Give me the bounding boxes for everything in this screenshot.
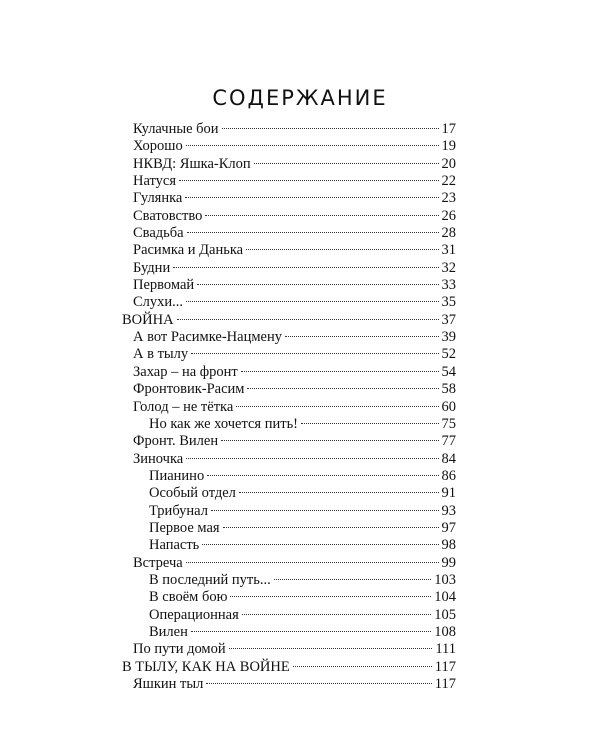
toc-leader-dots xyxy=(285,336,439,337)
toc-entry xyxy=(149,468,456,485)
toc-entry xyxy=(149,520,456,537)
toc-entry xyxy=(133,433,456,450)
toc-leader-dots xyxy=(197,284,438,285)
toc-entry-page: 75 xyxy=(441,415,456,432)
toc-entry-title: Операционная xyxy=(149,606,239,623)
toc-entry-page: 17 xyxy=(441,121,456,137)
toc-entry-page: 117 xyxy=(434,676,456,692)
toc-entry xyxy=(149,416,456,433)
toc-entry-page: 117 xyxy=(434,658,456,675)
toc-entry xyxy=(133,138,456,155)
toc-entry-title: Особый отдел xyxy=(149,485,236,502)
toc-leader-dots xyxy=(229,648,433,649)
toc-leader-dots xyxy=(205,215,438,216)
toc-entry-title: Трибунал xyxy=(149,502,208,519)
toc-entry xyxy=(122,659,456,676)
toc-entry xyxy=(133,277,456,294)
table-of-contents xyxy=(0,121,600,693)
toc-leader-dots xyxy=(186,562,439,563)
toc-entry-page: 77 xyxy=(441,433,456,450)
toc-leader-dots xyxy=(202,544,438,545)
toc-entry-title: В своём бою xyxy=(149,589,228,606)
toc-leader-dots xyxy=(185,197,438,198)
toc-entry-page: 58 xyxy=(441,381,456,398)
toc-entry xyxy=(133,225,456,242)
toc-entry xyxy=(133,381,456,398)
toc-leader-dots xyxy=(186,145,439,146)
toc-leader-dots xyxy=(179,180,438,181)
toc-entry-title: Яшкин тыл xyxy=(133,676,204,692)
toc-entry xyxy=(133,156,456,173)
toc-entry-title: ВОЙНА xyxy=(122,311,174,328)
toc-entry-page: 103 xyxy=(434,571,456,588)
toc-leader-dots xyxy=(301,423,438,424)
toc-entry-title: А вот Расимке-Нацмену xyxy=(133,329,282,346)
toc-entry-page: 33 xyxy=(441,277,456,294)
toc-entry-page: 35 xyxy=(441,294,456,311)
toc-leader-dots xyxy=(186,301,438,302)
toc-leader-dots xyxy=(293,666,432,667)
toc-entry xyxy=(133,294,456,311)
toc-entry xyxy=(133,242,456,259)
toc-entry-page: 32 xyxy=(441,259,456,276)
toc-entry xyxy=(149,485,456,502)
toc-leader-dots xyxy=(186,458,438,459)
toc-entry-page: 111 xyxy=(435,641,456,658)
toc-entry-page: 19 xyxy=(441,138,456,155)
toc-entry-page: 52 xyxy=(441,346,456,363)
toc-entry-title: Зиночка xyxy=(133,450,184,467)
toc-leader-dots xyxy=(236,406,438,407)
toc-entry-page: 31 xyxy=(441,242,456,259)
toc-leader-dots xyxy=(173,267,438,268)
page-title: СОДЕРЖАНИЕ xyxy=(212,86,388,110)
toc-entry-title: Пианино xyxy=(149,467,205,484)
toc-entry-page: 39 xyxy=(441,329,456,346)
toc-entry-title: Будни xyxy=(133,259,171,276)
toc-entry-title: Но как же хочется пить! xyxy=(149,415,299,432)
toc-entry-page: 91 xyxy=(441,485,456,502)
toc-entry-title: Вилен xyxy=(149,623,188,640)
toc-entry-page: 98 xyxy=(441,537,456,554)
toc-leader-dots xyxy=(242,614,432,615)
toc-entry-page: 54 xyxy=(441,363,456,380)
toc-entry-title: Первое мая xyxy=(149,519,220,536)
toc-entry-title: НКВД: Яшка-Клоп xyxy=(133,155,251,172)
toc-entry-page: 97 xyxy=(441,519,456,536)
toc-entry xyxy=(149,607,456,624)
toc-entry-page: 99 xyxy=(441,554,456,571)
toc-entry-title: Встреча xyxy=(133,554,183,571)
toc-entry-page: 22 xyxy=(441,173,456,190)
toc-entry xyxy=(133,208,456,225)
toc-entry-page: 105 xyxy=(434,606,456,623)
toc-leader-dots xyxy=(191,631,431,632)
toc-leader-dots xyxy=(223,527,439,528)
toc-entry xyxy=(133,451,456,468)
toc-leader-dots xyxy=(222,128,439,129)
toc-entry-title: Кулачные бои xyxy=(133,121,219,137)
toc-entry-title: Гулянка xyxy=(133,190,183,207)
toc-entry xyxy=(133,399,456,416)
toc-leader-dots xyxy=(246,249,438,250)
toc-entry xyxy=(149,624,456,641)
toc-entry-title: Сватовство xyxy=(133,207,203,224)
toc-entry-title: Напасть xyxy=(149,537,200,554)
toc-entry-page: 84 xyxy=(441,450,456,467)
toc-entry xyxy=(149,589,456,606)
toc-leader-dots xyxy=(254,163,439,164)
toc-leader-dots xyxy=(206,683,431,684)
toc-entry-title: Голод – не тётка xyxy=(133,398,234,415)
toc-leader-dots xyxy=(177,319,439,320)
toc-leader-dots xyxy=(241,371,439,372)
toc-leader-dots xyxy=(211,510,439,511)
toc-entry xyxy=(149,572,456,589)
toc-entry xyxy=(149,503,456,520)
toc-entry-page: 28 xyxy=(441,225,456,242)
toc-entry-title: Захар – на фронт xyxy=(133,363,238,380)
toc-entry xyxy=(133,260,456,277)
toc-entry xyxy=(133,676,456,693)
toc-entry-page: 108 xyxy=(434,623,456,640)
toc-entry xyxy=(133,346,456,363)
toc-leader-dots xyxy=(239,492,439,493)
toc-entry xyxy=(122,312,456,329)
toc-entry-title: По пути домой xyxy=(133,641,226,658)
toc-entry xyxy=(133,173,456,190)
toc-entry-title: Фронт. Вилен xyxy=(133,433,219,450)
toc-entry-page: 26 xyxy=(441,207,456,224)
toc-leader-dots xyxy=(221,440,438,441)
toc-entry-title: В ТЫЛУ, КАК НА ВОЙНЕ xyxy=(122,658,290,675)
toc-leader-dots xyxy=(191,353,438,354)
toc-entry-title: Расимка и Данька xyxy=(133,242,244,259)
toc-entry-title: Первомай xyxy=(133,277,195,294)
toc-entry xyxy=(133,364,456,381)
toc-entry xyxy=(133,121,456,138)
toc-leader-dots xyxy=(207,475,438,476)
toc-entry-title: Хорошо xyxy=(133,138,183,155)
toc-entry-title: Натуся xyxy=(133,173,177,190)
toc-leader-dots xyxy=(247,388,438,389)
toc-entry-page: 60 xyxy=(441,398,456,415)
toc-entry-page: 104 xyxy=(434,589,456,606)
toc-entry-page: 23 xyxy=(441,190,456,207)
toc-entry-title: А в тылу xyxy=(133,346,189,363)
toc-entry xyxy=(149,537,456,554)
toc-entry xyxy=(133,329,456,346)
toc-leader-dots xyxy=(274,579,432,580)
toc-entry xyxy=(133,641,456,658)
toc-entry xyxy=(133,555,456,572)
toc-entry-title: В последний путь... xyxy=(149,571,271,588)
toc-entry-page: 20 xyxy=(441,155,456,172)
toc-entry-title: Фронтовик-Расим xyxy=(133,381,245,398)
toc-entry xyxy=(133,190,456,207)
toc-leader-dots xyxy=(187,232,439,233)
toc-entry-page: 37 xyxy=(441,311,456,328)
toc-entry-page: 86 xyxy=(441,467,456,484)
toc-entry-title: Слухи... xyxy=(133,294,184,311)
toc-leader-dots xyxy=(230,596,431,597)
toc-entry-page: 93 xyxy=(441,502,456,519)
toc-entry-title: Свадьба xyxy=(133,225,184,242)
